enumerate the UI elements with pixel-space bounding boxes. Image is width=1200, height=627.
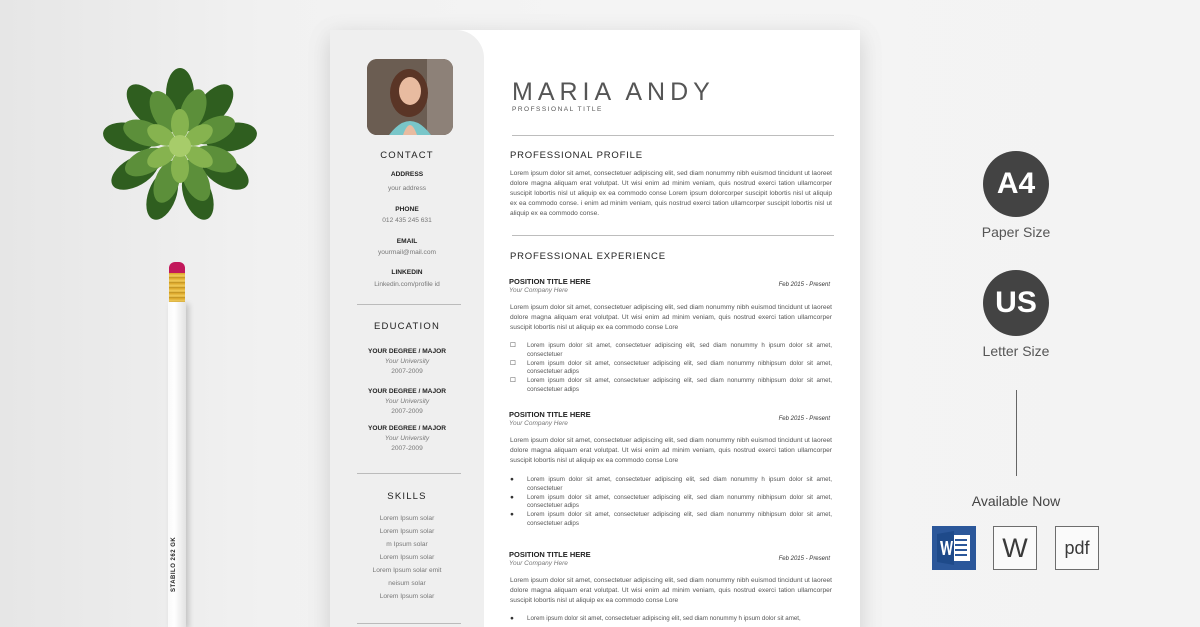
pencil-icon xyxy=(168,262,188,627)
position-title: POSITION TITLE HERE xyxy=(509,550,591,559)
available-now-text: Available Now xyxy=(971,493,1061,509)
sidebar-divider xyxy=(357,623,461,624)
skills-heading: SKILLS xyxy=(387,491,427,502)
position-date: Feb 2015 - Present xyxy=(778,556,830,562)
list-item xyxy=(510,342,832,359)
position-text: Lorem ipsum dolor sit amet, consectetuer adipiscing elit, sed diam nonummy nibh euismod tincidunt ut laoreet dolore magna aliquam erat volutpat. Ut wisi enim ad minim veniam, quis nostrud exerci tation ullamcorper suscipit lobortis nisl ut aliquip ex ea commodo conse Lore xyxy=(510,437,832,464)
checkbox-bullet-icon: ☐ xyxy=(510,359,516,367)
education-years: 2007-2009 xyxy=(391,408,423,415)
list-item xyxy=(510,615,832,624)
bullet-text: Lorem ipsum dolor sit amet, consectetuer adipiscing elit, sed diam nonummy nibhipsum dolor sit amet, consectetuer adips xyxy=(527,493,832,510)
education-years: 2007-2009 xyxy=(391,445,423,452)
resume-title: PROFSSIONAL TITLE xyxy=(512,106,603,113)
us-badge: US xyxy=(983,270,1049,336)
email-value: yourmail@mail.com xyxy=(378,249,436,256)
dot-bullet-icon: ● xyxy=(510,615,514,622)
main-divider xyxy=(512,235,834,236)
education-heading: EDUCATION xyxy=(373,321,441,332)
skill-item: Lorem Ipsum solar xyxy=(379,554,435,561)
resume-main xyxy=(484,30,860,627)
experience-heading: PROFESSIONAL EXPERIENCE xyxy=(510,251,666,262)
list-item xyxy=(510,476,832,493)
linkedin-label: LINKEDIN xyxy=(391,269,423,276)
bullet-text: Lorem ipsum dolor sit amet, consectetuer adipiscing elit, sed diam nonummy nibhipsum dolor sit amet, consectetuer adips xyxy=(527,377,832,393)
a4-badge: A4 xyxy=(983,151,1049,217)
linkedin-value: Linkedin.com/profile id xyxy=(374,281,440,288)
dot-bullet-icon: ● xyxy=(510,493,514,501)
list-item xyxy=(510,494,832,511)
education-school: Your University xyxy=(384,435,430,442)
bullet-text: Lorem ipsum dolor sit amet, consectetuer adipiscing elit, sed diam nonummy nibhipsum dolor sit amet, consectetuer adips xyxy=(527,359,832,376)
profile-photo xyxy=(367,59,453,135)
phone-value: 012 435 245 631 xyxy=(382,217,432,224)
bullet-text: Lorem ipsum dolor sit amet, consectetuer adipiscing elit, sed diam nonummy nibhipsum dolor sit amet, consectetuer adips xyxy=(527,511,832,527)
dot-bullet-icon: ● xyxy=(510,476,514,483)
sidebar-divider xyxy=(357,473,461,474)
phone-label: PHONE xyxy=(395,206,419,213)
position-bullets xyxy=(510,342,832,395)
pencil-brand-text: STABILO 262 GK xyxy=(171,536,177,592)
skill-item: m Ipsum solar xyxy=(386,541,428,548)
skill-item: Lorem Ipsum solar xyxy=(379,593,435,600)
position-text: Lorem ipsum dolor sit amet, consectetuer adipiscing elit, sed diam nonummy nibh euismod tincidunt ut laoreet dolore magna aliquam erat volutpat. Ut wisi enim ad minim veniam, quis nostrud exerci tation ullamcorper suscipit lobortis nisl ut aliquip ex ea commodo conse Lore xyxy=(510,304,832,331)
profile-text: Lorem ipsum dolor sit amet, consectetuer adipiscing elit, sed diam nonummy nibh euismod tincidunt ut laoreet dolore magna aliquam erat volutpat. Ut wisi enim ad minim veniam, quis nostrud exerci tation ullamcorper suscipit lobortis nisl ut aliquip ex ea commodo conse Lorem ipsum dolorcorper suscipit lobortis nisl ut aliquip ex ea commodo conse. i enim ad minim veniam, quis nostrud exerci tation ullamcorper suscipit lobortis nisl ut aliquip ex ea commodo conse. xyxy=(510,170,832,217)
position-date: Feb 2015 - Present xyxy=(778,416,830,422)
education-years: 2007-2009 xyxy=(391,368,423,375)
profile-heading: PROFESSIONAL PROFILE xyxy=(510,150,643,161)
main-divider xyxy=(512,135,834,136)
position-bullets xyxy=(510,476,832,529)
resume-document xyxy=(330,30,860,627)
contact-heading: CONTACT xyxy=(380,150,434,161)
bullet-text: Lorem ipsum dolor sit amet, consectetuer adipiscing elit, sed diam nonummy h ipsum dolor sit amet, consectetuer xyxy=(527,342,832,358)
education-school: Your University xyxy=(384,358,430,365)
position-bullets xyxy=(510,615,832,624)
pdf-doc-icon: pdf xyxy=(1055,526,1099,570)
list-item xyxy=(510,360,832,377)
list-item xyxy=(510,377,832,394)
list-item xyxy=(510,511,832,528)
position-title: POSITION TITLE HERE xyxy=(509,410,591,419)
bullet-text: Lorem ipsum dolor sit amet, consectetuer adipiscing elit, sed diam nonummy h ipsum dolor sit amet, xyxy=(527,615,801,622)
ms-word-icon xyxy=(932,526,976,570)
checkbox-bullet-icon: ☐ xyxy=(510,377,516,385)
resume-name: MARIA ANDY xyxy=(512,78,715,106)
paper-size-caption: Paper Size xyxy=(981,224,1051,240)
succulent-plant-icon xyxy=(100,66,260,226)
skill-item: Lorem Ipsum solar xyxy=(379,515,435,522)
pencil-ferrule xyxy=(169,273,185,303)
resume-sidebar xyxy=(330,30,484,627)
position-company: Your Company Here xyxy=(509,420,568,427)
education-degree: YOUR DEGREE / MAJOR xyxy=(367,425,447,432)
email-label: EMAIL xyxy=(396,238,418,245)
position-company: Your Company Here xyxy=(509,287,568,294)
education-degree: YOUR DEGREE / MAJOR xyxy=(367,348,447,355)
skill-item: Lorem Ipsum solar xyxy=(379,528,435,535)
position-title: POSITION TITLE HERE xyxy=(509,277,591,286)
address-label: ADDRESS xyxy=(390,171,424,178)
education-school: Your University xyxy=(384,398,430,405)
position-text: Lorem ipsum dolor sit amet, consectetuer adipiscing elit, sed diam nonummy nibh euismod tincidunt ut laoreet dolore magna aliquam erat volutpat. Ut wisi enim ad minim veniam, quis nostrud exerci tation ullamcorper suscipit lobortis nisl ut aliquip ex ea commodo conse Lore xyxy=(510,577,832,604)
promo-divider xyxy=(1016,390,1017,476)
skill-item: neisum solar xyxy=(388,580,426,587)
dot-bullet-icon: ● xyxy=(510,511,514,519)
checkbox-bullet-icon: ☐ xyxy=(510,342,516,349)
education-degree: YOUR DEGREE / MAJOR xyxy=(367,388,447,395)
letter-size-caption: Letter Size xyxy=(982,343,1050,359)
address-value: your address xyxy=(387,185,427,192)
position-date: Feb 2015 - Present xyxy=(778,282,830,288)
sidebar-divider xyxy=(357,304,461,305)
word-doc-icon: W xyxy=(993,526,1037,570)
position-company: Your Company Here xyxy=(509,560,568,567)
bullet-text: Lorem ipsum dolor sit amet, consectetuer adipiscing elit, sed diam nonummy h ipsum dolor sit amet, consectetuer xyxy=(527,476,832,492)
skill-item: Lorem Ipsum solar emit xyxy=(372,567,442,574)
profile-photo-image xyxy=(367,59,453,135)
